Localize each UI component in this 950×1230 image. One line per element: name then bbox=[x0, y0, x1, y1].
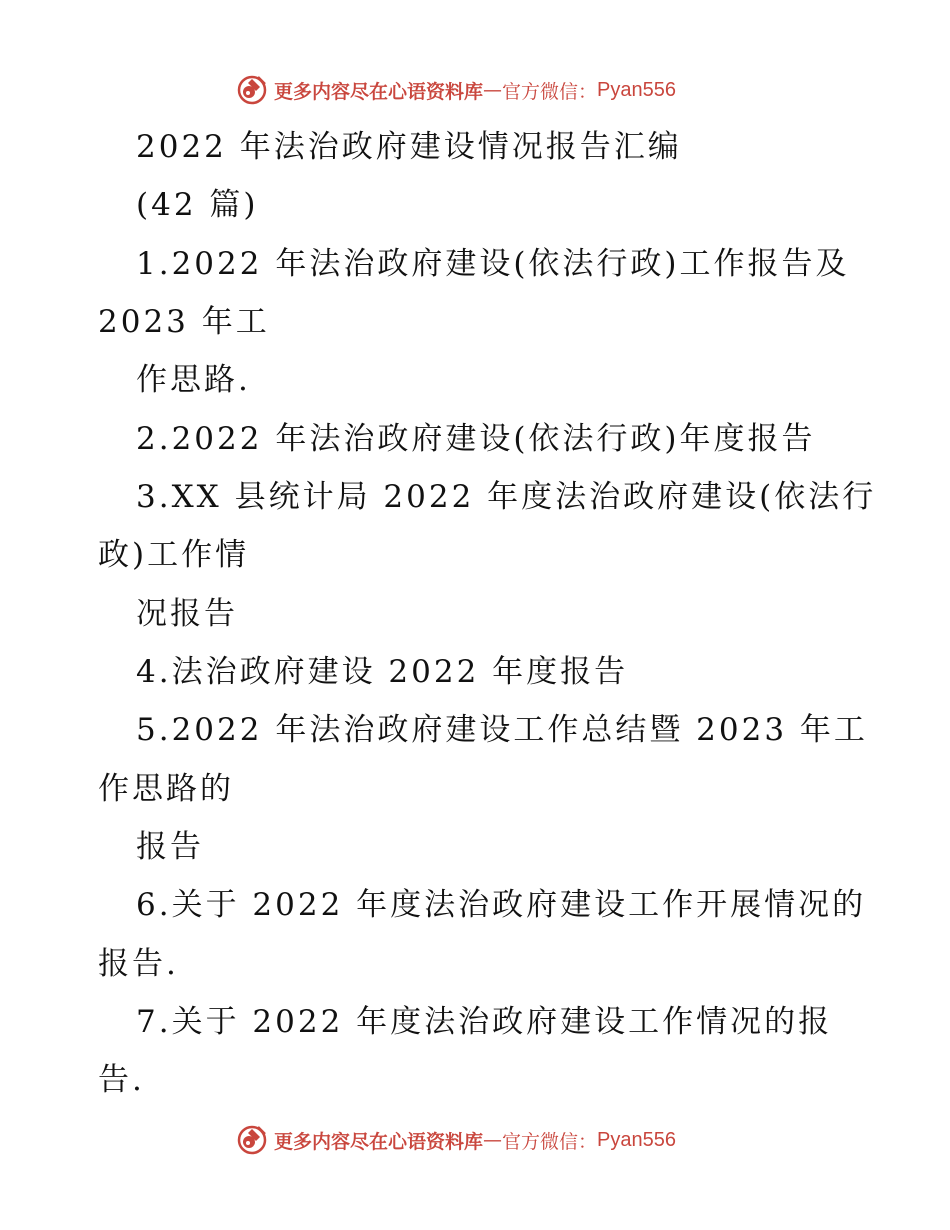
toc-item: 1.2022 年法治政府建设(依法行政)工作报告及 bbox=[136, 246, 850, 282]
footer-watermark bbox=[236, 1123, 676, 1157]
toc-item-continuation: 作思路. bbox=[136, 362, 251, 398]
watermark-main-text: 更多内容尽在心语资料库 bbox=[274, 80, 484, 103]
header-watermark bbox=[236, 73, 676, 107]
toc-item-continuation: 报告. bbox=[98, 946, 179, 982]
toc-item-continuation: 报告 bbox=[136, 829, 204, 865]
toc-item-continuation: 作思路的 bbox=[98, 771, 234, 807]
watermark-wechat-id: Pyan556 bbox=[597, 1128, 676, 1151]
toc-item: 7.关于 2022 年度法治政府建设工作情况的报 bbox=[136, 1004, 833, 1040]
toc-item: 2.2022 年法治政府建设(依法行政)年度报告 bbox=[136, 421, 816, 457]
watermark-wechat-id: Pyan556 bbox=[597, 78, 676, 101]
pen-logo-icon bbox=[236, 74, 268, 106]
toc-item-continuation: 2023 年工 bbox=[98, 304, 270, 340]
toc-item: 3.XX 县统计局 2022 年度法治政府建设(依法行 bbox=[136, 479, 877, 515]
watermark-dash: — bbox=[483, 1129, 503, 1151]
document-title: 2022 年法治政府建设情况报告汇编 bbox=[136, 129, 682, 165]
toc-item-continuation: 况报告 bbox=[136, 596, 238, 632]
pen-logo-icon bbox=[236, 1124, 268, 1156]
toc-item: 5.2022 年法治政府建设工作总结暨 2023 年工 bbox=[136, 712, 868, 748]
document-subtitle: (42 篇) bbox=[136, 187, 259, 223]
toc-item: 6.关于 2022 年度法治政府建设工作开展情况的 bbox=[136, 887, 867, 923]
watermark-wechat-label: 官方微信： bbox=[502, 1130, 598, 1153]
watermark-wechat-label: 官方微信： bbox=[502, 80, 598, 103]
toc-item-continuation: 告. bbox=[98, 1062, 145, 1098]
toc-item-continuation: 政)工作情 bbox=[98, 537, 250, 573]
watermark-main-text: 更多内容尽在心语资料库 bbox=[274, 1130, 484, 1153]
toc-item: 4.法治政府建设 2022 年度报告 bbox=[136, 654, 629, 690]
watermark-dash: — bbox=[483, 79, 503, 101]
